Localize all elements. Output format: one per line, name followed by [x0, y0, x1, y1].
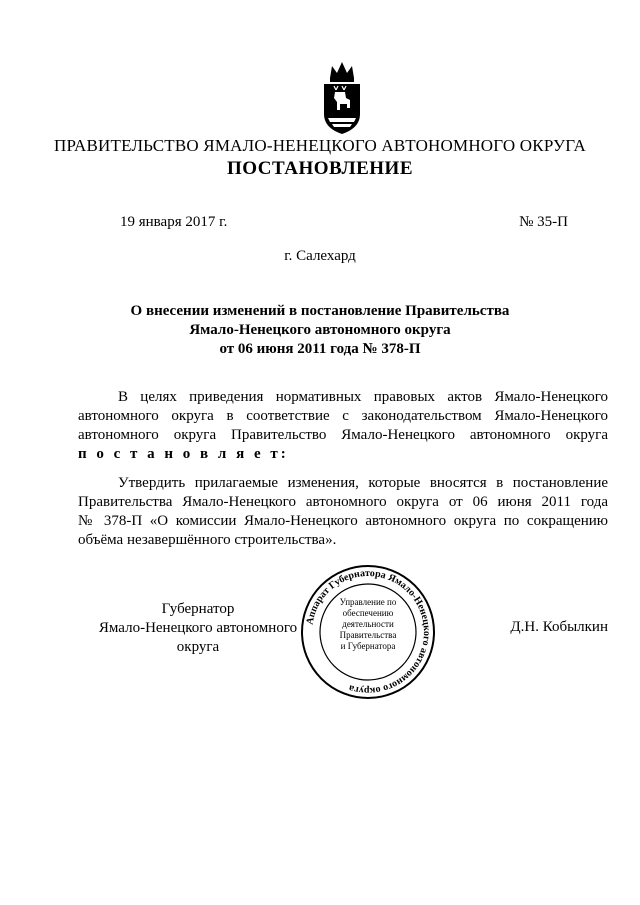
title-line: Ямало-Ненецкого автономного округа — [189, 322, 451, 338]
signatory-title-line: Губернатор — [161, 601, 235, 617]
paragraph-resolution — [78, 474, 608, 550]
seal-line: обеспечению — [342, 608, 394, 618]
paragraph-line: Утвердить прилагаемые изменения, которые вносятся в постановление — [118, 475, 608, 491]
coat-of-arms-icon — [320, 58, 364, 138]
seal-inner-text — [325, 597, 411, 669]
seal-line: Управление по — [339, 597, 397, 607]
title-line: О внесении изменений в постановление Правительства — [130, 303, 510, 319]
seal-ring-text: Аппарат Губернатора Ямало-Ненецкого автономного округа — [304, 567, 433, 697]
signatory-name: Д.Н. Кобылкин — [510, 619, 608, 635]
signatory-title-line: Ямало-Ненецкого автономного округа — [98, 620, 298, 655]
seal-line: Правительства — [339, 630, 397, 640]
paragraph-line: объёма незавершённого строительства». — [78, 532, 337, 548]
document-number: № 35-П — [519, 214, 568, 230]
title-line: от 06 июня 2011 года № 378-П — [219, 341, 421, 357]
paragraph-line: автономного округа Правительство Ямало-Ненецкого автономного округа — [78, 427, 608, 443]
document-type: ПОСТАНОВЛЕНИЕ — [226, 158, 414, 179]
paragraph-line: № 378-П «О комиссии Ямало-Ненецкого автономного округа по сокращению — [78, 513, 608, 529]
resolves-word: п о с т а н о в л я е т: — [78, 446, 289, 462]
paragraph-line: автономного округа в соответствие с законодательством Ямало-Ненецкого — [78, 408, 608, 424]
paragraph-line: В целях приведения нормативных правовых актов Ямало-Ненецкого — [118, 389, 608, 405]
paragraph-line: Правительства Ямало-Ненецкого автономного округа от 06 июня 2011 года — [78, 494, 608, 510]
document-city: г. Салехард — [284, 248, 356, 264]
paragraph-preamble — [78, 388, 608, 464]
signatory-title — [78, 600, 318, 657]
seal-line: и Губернатора — [340, 641, 396, 651]
seal-line: деятельности — [342, 619, 394, 629]
document-date: 19 января 2017 г. — [120, 214, 228, 230]
government-name: ПРАВИТЕЛЬСТВО ЯМАЛО-НЕНЕЦКОГО АВТОНОМНОГО ОКРУГА — [54, 136, 586, 155]
document-title — [0, 302, 640, 359]
